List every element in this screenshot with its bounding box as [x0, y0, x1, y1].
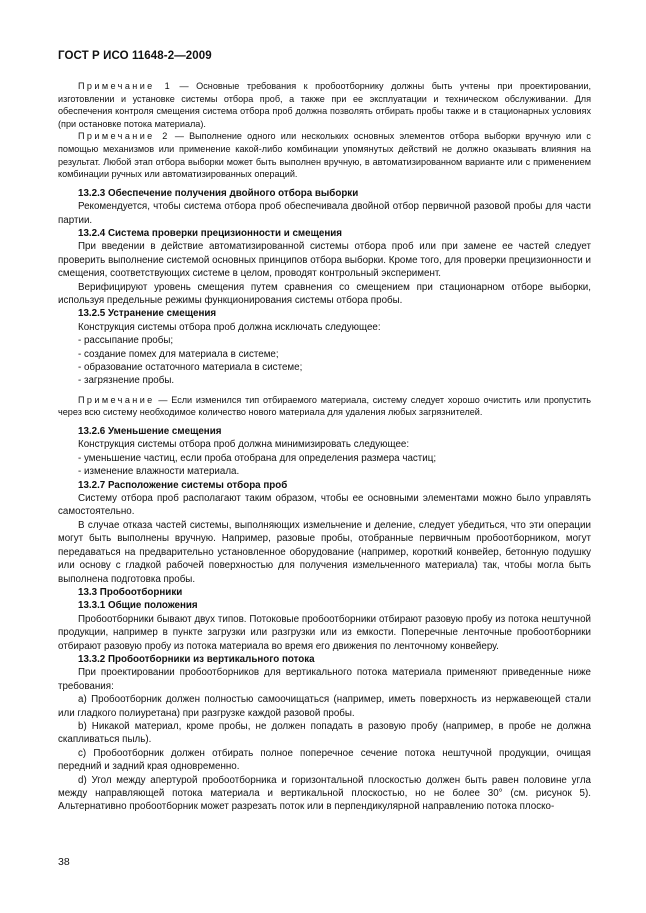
list-item: - загрязнение пробы.: [78, 375, 175, 387]
section-heading-13-2-3: 13.2.3 Обеспечение получения двойного отбора выборки: [78, 187, 359, 199]
list-item-c: с) Пробоотборник должен отбирать полное поперечное сечение потока нештучной продукции, очищая передний и задний края одновременно.: [58, 747, 591, 773]
note-text: — Выполнение одного или нескольких основных элементов отбора выборки вручную или с помощью механизмов или применение какой-либо комбинации упомянутых действий не должно оказывать влияния на результат. Любой этап отбора выборки может быть выполнен вручную, в автоматизированном варианте или с применением комбинации ручных или автоматизированных операций.: [58, 131, 591, 180]
page-number: 38: [58, 856, 70, 868]
note-13-2-5: [58, 394, 591, 419]
list-item-d: d) Угол между апертурой пробоотборника и горизонтальной плоскостью должен быть равен половине угла между направляющей потока материала и вертикальной плоскостью, но не более 30° (см. рисунок 5). Альтернативно пробоотборник может разрезать поток или в перпендикулярной направлению потока плоско-: [58, 774, 591, 813]
section-heading-13-3-2: 13.3.2 Пробоотборники из вертикального потока: [78, 653, 315, 665]
list-item: - уменьшение частиц, если проба отобрана для определения размера частиц;: [78, 452, 437, 464]
list-item: - создание помех для материала в системе;: [78, 348, 279, 360]
section-heading-13-3: 13.3 Пробоотборники: [78, 586, 183, 598]
list-item: - изменение влажности материала.: [78, 466, 240, 478]
section-heading-13-2-6: 13.2.6 Уменьшение смещения: [78, 426, 222, 438]
list-item-a: а) Пробоотборник должен полностью самоочищаться (например, иметь поверхность из нержавеющей стали или гладкого полиуретана) при разгрузке каждой разовой пробы.: [58, 694, 591, 719]
paragraph: Систему отбора проб располагают таким образом, чтобы ее основными элементами можно было управлять самостоятельно.: [58, 493, 591, 518]
note-1: [58, 80, 591, 130]
list-item-b: b) Никакой материал, кроме пробы, не должен попадать в разовую пробу (например, в пробе не должна скапливаться пыль).: [58, 720, 591, 746]
paragraph: При введении в действие автоматизированной системы отбора проб или при замене ее частей следует проверить выполнение системой основных принципов отбора выборки. Кроме того, для проверки прецизионности и смещения, соответствующих системе в целом, проводят контрольный эксперимент.: [58, 241, 591, 280]
section-heading-13-3-1: 13.3.1 Общие положения: [78, 600, 198, 612]
page-body: [58, 80, 591, 814]
list-item: - образование остаточного материала в системе;: [78, 362, 303, 374]
note-2: [58, 130, 591, 180]
paragraph: Конструкция системы отбора проб должна исключать следующее:: [78, 321, 381, 333]
section-heading-13-2-4: 13.2.4 Система проверки прецизионности и смещения: [78, 227, 342, 239]
paragraph: Рекомендуется, чтобы система отбора проб обеспечивала двойной отбор первичной разовой пробы для части партии.: [58, 201, 591, 226]
paragraph: Верифицируют уровень смещения путем сравнения со смещением при стационарном отборе выборки, используя предельные режимы функционирования системы отбора пробы.: [58, 281, 591, 306]
section-heading-13-2-7: 13.2.7 Расположение системы отбора проб: [78, 479, 288, 491]
paragraph: При проектировании пробоотборников для вертикального потока материала применяют приведенные ниже требования:: [58, 667, 591, 692]
paragraph: Конструкция системы отбора проб должна минимизировать следующее:: [78, 439, 410, 451]
section-heading-13-2-5: 13.2.5 Устранение смещения: [78, 308, 217, 320]
note-text: — Основные требования к пробоотборнику должны быть учтены при проектировании, изготовлении и установке системы отбора проб, а также при ее эксплуатации и техническом обслуживании. Для обеспечения контроля смещения система отбора проб должна позволять отбирать пробы также и в стационарных условиях (при остановке потока материала).: [58, 81, 591, 129]
paragraph: Пробоотборники бывают двух типов. Потоковые пробоотборники отбирают разовую пробу из потока нештучной продукции, например в пункте загрузки или разгрузки или из емкости. Поперечные ленточные пробоотборники отбирают разовую пробу из потока материала во время его движения по ленточному конвейеру.: [58, 613, 591, 652]
note-label: Примечание: [78, 394, 155, 405]
paragraph: В случае отказа частей системы, выполняющих измельчение и деление, следует убедиться, что эти операции могут быть выполнены вручную. Например, разовые пробы, отобранные первичным пробоотборником, могут передаваться на предварительно установленное оборудование (например, короткий конвейер, бетонную подушку или основу с гладкой рабочей поверхностью для получения измельченного материала) так, чтобы могла быть выполнена подготовка пробы.: [58, 519, 591, 585]
list-item: - рассыпание пробы;: [78, 335, 174, 347]
standard-header: ГОСТ Р ИСО 11648-2—2009: [58, 50, 212, 62]
note-text: — Если изменился тип отбираемого материала, систему следует хорошо очистить или пропустить через всю систему необходимое количество нового материала для удаления любых загрязнителей.: [58, 394, 591, 418]
note-label: Примечание 2: [78, 131, 170, 142]
note-label: Примечание 1: [78, 81, 173, 91]
